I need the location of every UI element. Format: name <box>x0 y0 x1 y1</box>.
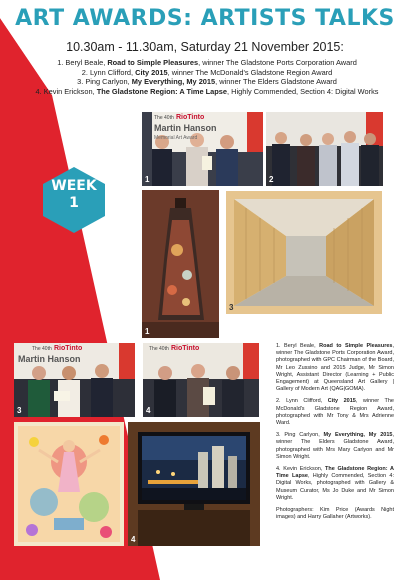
caption-item: 1. Beryl Beale, Road to Simple Pleasures, winner The Gladstone Ports Corporation Award, photographed with GPC Chairman of the Board, Mr Leo Zussino and 2015 Judge, Mr Simon Wright, Assistant Director (Learning + Public Engagement) at Queensland Art Gallery | Gallery of Modern Art (QAG|GOMA). <box>276 343 394 393</box>
photo-number: 1 <box>145 327 150 336</box>
photo-number: 3 <box>229 303 234 312</box>
banner-line1: The 40th <box>149 346 169 352</box>
winner-line: 3. Ping Carlyon, My Everything, My 2015, winner The Elders Gladstone Award <box>77 77 337 87</box>
artwork-photo-illustration <box>14 422 124 546</box>
photo-number: 1 <box>145 175 150 184</box>
artwork-photo-city-image <box>226 191 382 314</box>
photo-number: 4 <box>131 535 136 544</box>
artwork-photo-timelapse <box>128 422 260 546</box>
banner-line1: The 40th <box>32 346 52 352</box>
banner-brand: RioTinto <box>54 345 83 352</box>
award-photo-erickson-image <box>143 343 259 417</box>
photo-number: 3 <box>17 406 22 415</box>
week-label: WEEK <box>51 178 97 194</box>
caption-item: 2. Lynn Clifford, City 2015, winner The McDonald's Gladstone Region Award, photographed with Mr Tony & Mrs Adrienne Ward. <box>276 398 394 427</box>
award-photo-carlyon <box>14 343 135 417</box>
page-subtitle: 10.30am - 11.30am, Saturday 21 November 2015: <box>66 40 344 54</box>
artwork-photo-timelapse-image <box>128 422 260 546</box>
winner-line: 1. Beryl Beale, Road to Simple Pleasures, winner The Gladstone Ports Corporation Award <box>57 58 357 67</box>
page-title: ART AWARDS: ARTISTS TALKS <box>15 6 395 31</box>
award-photo-beale <box>142 112 263 186</box>
banner-line3: Memorial Art Award <box>154 135 198 141</box>
winner-line: 2. Lynn Clifford, City 2015, winner The McDonald's Gladstone Region Award <box>81 67 333 77</box>
week-badge <box>39 178 109 212</box>
photo-number: 2 <box>269 175 274 184</box>
artwork-photo-dress <box>142 190 219 338</box>
winner-line: 4. Kevin Erickson, The Gladstone Region: A Time Lapse, Highly Commended, Section 4: Digital Works <box>35 86 379 96</box>
caption-item: 4. Kevin Erickson, The Gladstone Region: A Time Lapse, Highly Commended, Section 4: Digital Works, photographed with Gallery & Museum Curator, Ms Jo Duke and Mr Simon Wright. <box>276 466 394 501</box>
banner-brand: RioTinto <box>176 114 205 121</box>
artwork-photo-illustration-image <box>14 422 124 546</box>
caption-item: 3. Ping Carlyon, My Everything, My 2015, winner The Elders Gladstone Award, photographed with Mrs Mary Carlyon and Mr Simon Wright. <box>276 432 394 460</box>
photo-captions <box>276 343 394 526</box>
winners-list <box>14 58 400 96</box>
banner-line2: Martin Hanson <box>154 123 217 133</box>
artwork-photo-dress-image <box>142 190 219 338</box>
award-photo-clifford-image <box>266 112 383 186</box>
photo-number: 4 <box>146 406 151 415</box>
week-number: 1 <box>69 195 79 211</box>
banner-line2: Martin Hanson <box>18 354 81 364</box>
banner-brand: RioTinto <box>171 345 200 352</box>
banner-line1: The 40th <box>154 115 174 121</box>
photo-credits: Photographers: Kim Price (Awards Night images) and Harry Gallaher (Artworks). <box>276 507 394 521</box>
artwork-photo-city <box>226 191 382 314</box>
award-photo-clifford <box>266 112 383 186</box>
award-photo-erickson <box>143 343 259 417</box>
